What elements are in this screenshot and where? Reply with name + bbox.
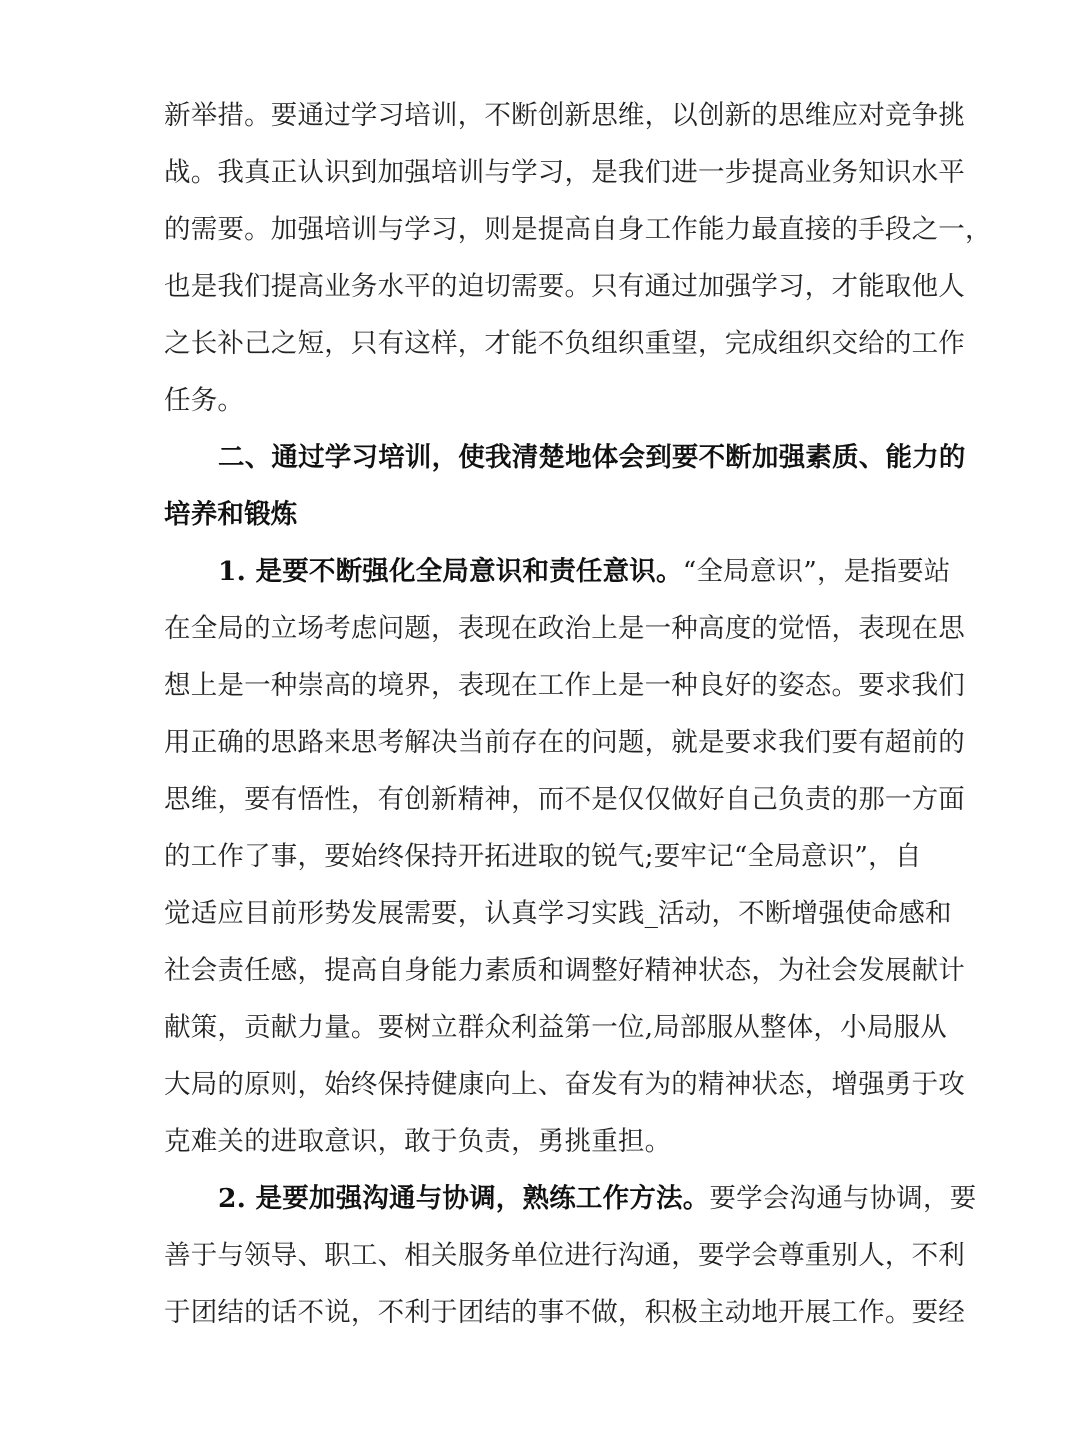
point-1-first-line — [218, 552, 951, 592]
body-text-line: 思维，要有悟性，有创新精神，而不是仅仅做好自己负责的那一方面 — [164, 784, 965, 815]
section-heading: 二、通过学习培训，使我清楚地体会到要不断加强素质、能力的 — [218, 442, 966, 473]
body-text-line: 于团结的话不说，不利于团结的事不做，积极主动地开展工作。要经 — [164, 1297, 965, 1328]
point-2-first-line — [218, 1179, 977, 1219]
point-1-lead-text: “全局意识”，是指要站 — [682, 556, 951, 587]
body-text-line: 之长补己之短，只有这样，才能不负组织重望，完成组织交给的工作 — [164, 328, 965, 359]
body-text-line: 大局的原则，始终保持健康向上、奋发有为的精神状态，增强勇于攻 — [164, 1069, 965, 1100]
body-text-line: 克难关的进取意识，敢于负责，勇挑重担。 — [164, 1126, 672, 1157]
body-text-line: 的需要。加强培训与学习，则是提高自身工作能力最直接的手段之一， — [164, 214, 992, 245]
body-text-line: 觉适应目前形势发展需要，认真学习实践_活动，不断增强使命感和 — [164, 898, 952, 929]
body-text-line: 想上是一种崇高的境界，表现在工作上是一种良好的姿态。要求我们 — [164, 670, 965, 701]
body-text-line: 在全局的立场考虑问题，表现在政治上是一种高度的觉悟，表现在思 — [164, 613, 965, 644]
body-text-line: 献策，贡献力量。要树立群众利益第一位,局部服从整体，小局服从 — [164, 1012, 947, 1043]
body-text-line: 的工作了事，要始终保持开拓进取的锐气;要牢记“全局意识”，自 — [164, 841, 922, 872]
body-text-line: 用正确的思路来思考解决当前存在的问题，就是要求我们要有超前的 — [164, 727, 965, 758]
body-text-line: 也是我们提高业务水平的迫切需要。只有通过加强学习，才能取他人 — [164, 271, 965, 302]
body-text-line: 任务。 — [164, 385, 245, 416]
point-2-heading: 2. 是要加强沟通与协调，熟练工作方法。 — [218, 1183, 710, 1214]
point-2-lead-text: 要学会沟通与协调，要 — [709, 1183, 977, 1214]
point-1-heading: 1. 是要不断强化全局意识和责任意识。 — [218, 556, 683, 587]
body-text-line: 善于与领导、职工、相关服务单位进行沟通，要学会尊重别人，不利 — [164, 1240, 965, 1271]
section-heading-continuation: 培养和锻炼 — [164, 499, 298, 530]
body-text-line: 战。我真正认识到加强培训与学习，是我们进一步提高业务知识水平 — [164, 157, 965, 188]
body-text-line: 社会责任感，提高自身能力素质和调整好精神状态，为社会发展献计 — [164, 955, 965, 986]
body-text-line: 新举措。要通过学习培训，不断创新思维，以创新的思维应对竞争挑 — [164, 100, 965, 131]
